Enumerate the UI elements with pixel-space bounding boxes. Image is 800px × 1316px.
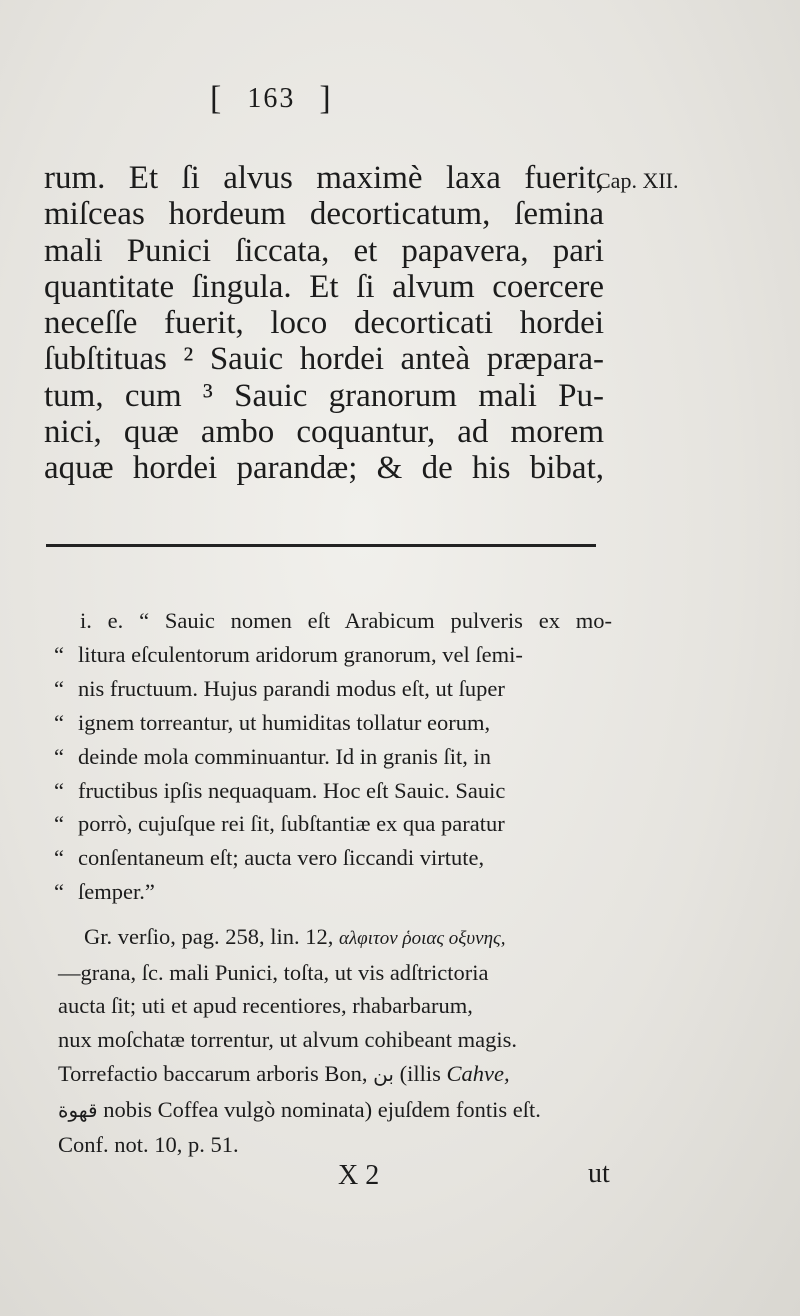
note-line (58, 920, 614, 956)
quote-mark: “ (54, 709, 64, 735)
note-text: (illis (399, 1060, 441, 1086)
note-text: Torrefactio baccarum arboris Bon, (58, 1060, 368, 1086)
text-line: tum, cum ³ Sauic granorum mali Pu- (44, 377, 604, 414)
footnote-line (54, 740, 612, 774)
margin-note: Cap. XII. (596, 168, 679, 193)
arabic-word-qahwa: قهوة (58, 1099, 98, 1122)
footnote-line (54, 774, 612, 808)
text-line: ſubſtituas ² Sauic hordei anteà præpara- (44, 341, 604, 378)
footnote (54, 604, 612, 909)
footnote-line (54, 841, 612, 875)
footnote-line: i. e. “ Sauic nomen eſt Arabicum pulveris ex mo- (80, 608, 612, 633)
note-line: nux moſchatæ torrentur, ut alvum cohibeant magis. (58, 1027, 517, 1053)
footnote-text: fructibus ipſis nequaquam. Hoc eſt Sauic. Sauic (78, 777, 506, 803)
page-header (210, 80, 333, 118)
text-line: nici, quæ ambo coquantur, ad morem (44, 414, 604, 451)
quote-mark: “ (54, 879, 64, 905)
footnote-text: nis fructuum. Hujus parandi modus eſt, ut ſuper (78, 675, 505, 701)
footnote-line (54, 807, 612, 841)
quote-mark: “ (54, 641, 64, 667)
quote-mark: “ (54, 845, 64, 871)
page-number: 163 (247, 83, 296, 114)
note-line: —grana, ſc. mali Punici, toſta, ut vis adſtrictoria (58, 959, 489, 985)
note-line: aucta ſit; uti et apud recentiores, rhabarbarum, (58, 993, 473, 1019)
cahve-word: Cahve, (446, 1060, 510, 1086)
text-line: rum. Et ſi alvus maximè laxa fuerit, (44, 160, 604, 196)
bracket-close: ] (319, 80, 333, 117)
note-line (58, 1057, 614, 1093)
note-greek-version (58, 920, 614, 1162)
text-line: quantitate ſingula. Et ſi alvum coercere (44, 268, 604, 305)
footnote-line (54, 706, 612, 740)
text-line: miſceas hordeum decorticatum, ſemina (44, 196, 604, 233)
quote-mark: “ (54, 675, 64, 701)
quote-mark: “ (54, 743, 64, 769)
footnote-text: porrò, cujuſque rei ſit, ſubſtantiæ ex qua paratur (78, 811, 505, 837)
text-line: mali Punici ſiccata, et papavera, pari (44, 232, 604, 269)
note-text: nobis Coffea vulgò nominata) ejuſdem fontis eſt. (103, 1096, 541, 1122)
footnote-line (54, 875, 612, 909)
footnote-line (54, 638, 612, 672)
note-line (58, 1093, 614, 1129)
footnote-rule (46, 544, 596, 547)
main-text (44, 160, 604, 487)
footnote-text: ignem torreantur, ut humiditas tollatur eorum, (78, 709, 491, 735)
quote-mark: “ (54, 777, 64, 803)
bracket-open: [ (210, 80, 224, 117)
arabic-word-bon: بن (373, 1063, 394, 1086)
greek-phrase: αλφιτον ῥοιας οξυνης, (338, 928, 506, 949)
note-line: Conf. not. 10, p. 51. (58, 1132, 239, 1158)
text-line: neceſſe fuerit, loco decorticati hordei (44, 305, 604, 342)
catchword: ut (588, 1158, 610, 1189)
footnote-line (54, 672, 612, 706)
footnote-text: conſentaneum eſt; aucta vero ſiccandi virtute, (78, 845, 485, 871)
signature-mark: X 2 (338, 1160, 380, 1191)
footnote-text: ſemper.” (78, 879, 155, 905)
footnote-text: deinde mola comminuantur. Id in granis ſit, in (78, 743, 492, 769)
note-text: Gr. verſio, pag. 258, lin. 12, (84, 924, 334, 949)
quote-mark: “ (54, 811, 64, 837)
text-line: aquæ hordei parandæ; & de his bibat, (44, 450, 604, 487)
footnote-text: litura eſculentorum aridorum granorum, vel ſemi- (78, 641, 523, 667)
